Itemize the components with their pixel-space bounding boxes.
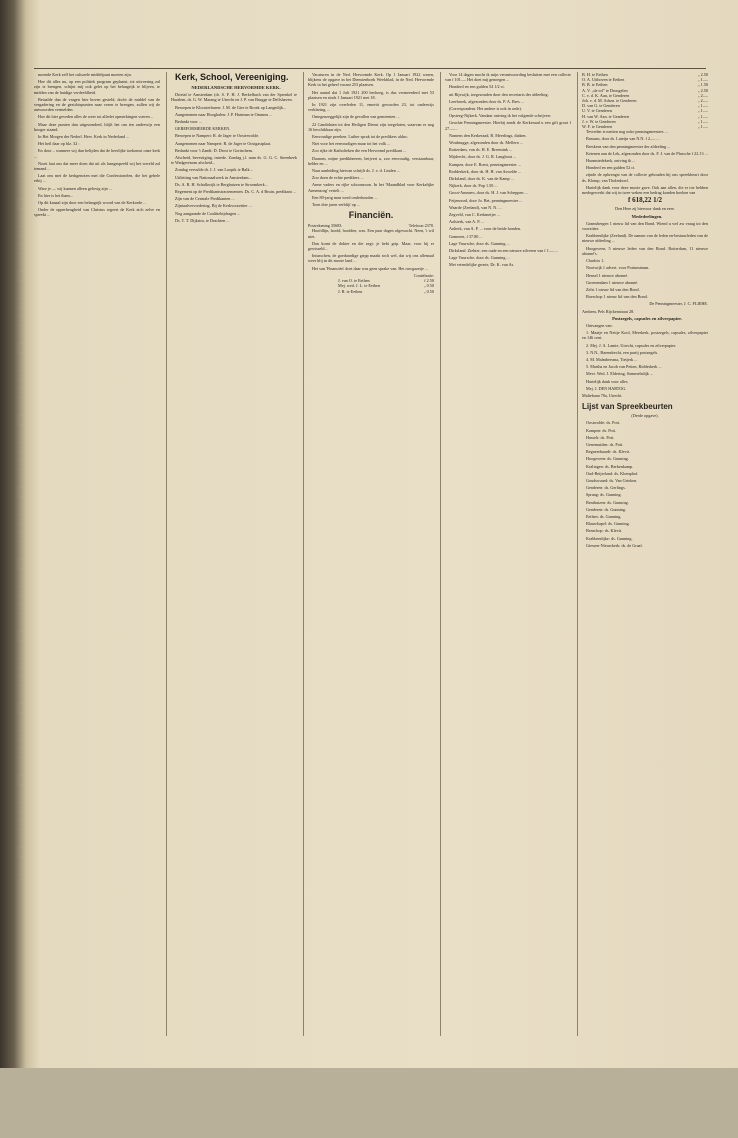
ledger-name: Mej. wed. J. L. te Eethen	[338, 283, 380, 289]
gutter-fragment: ·	[20, 439, 23, 447]
mededeeling-item: Hensel 1 nieuwe abonné.	[586, 272, 629, 278]
gutter-fragment: ·	[20, 727, 23, 735]
article-paragraph: In Het Morgen der Nederl. Herv. Kerk in Nederland ...	[38, 134, 130, 140]
ledger-name: J. R. te Eethen	[338, 288, 363, 294]
gutter-fragment: ·	[20, 754, 23, 762]
spreekbeurt-item: Benschop: ds. Klevit.	[586, 528, 623, 534]
gutter-fragment: ·	[20, 376, 23, 384]
gutter-fragment: ·	[20, 358, 23, 366]
ledger-amount: „ 1.—	[697, 108, 708, 114]
gutter-fragment: ·	[20, 637, 23, 645]
column-divider	[577, 72, 578, 1036]
article-paragraph: Nooit laat ons dat meer doen dat uit als lansgespeeld wij het wereld zal iemand ...	[34, 160, 160, 172]
collecte-entry: Waarde (Zeeland), van N. N. ...	[449, 204, 502, 210]
gutter-fragment: ·	[20, 268, 23, 276]
ledger-amount: „ 2.—	[697, 92, 708, 98]
ledger-amount: „ 2.—	[697, 98, 708, 104]
gutter-fragment: ·	[20, 385, 23, 393]
article-paragraph: En hier is het thans...	[38, 192, 74, 198]
ledger-amount: „ 0.50	[423, 288, 434, 294]
postzegels-item: Mevr. Wed. J. Eldering, Sommelsdijk ...	[586, 371, 654, 377]
gutter-fragment: ·	[20, 394, 23, 402]
postzegels-item: Ontvangen van:	[586, 322, 613, 328]
ledger-amount: „ 1.—	[697, 118, 708, 124]
gutter-fragment: ·	[20, 133, 23, 141]
spreekbeurt-item: Krabbendijke: ds. Gunning.	[586, 535, 633, 541]
mededeeling-item: Charlois 1.	[586, 258, 605, 264]
spreekbeurt-item: Giessen-Nieuwkerk: ds. de Graaf.	[586, 542, 643, 548]
gutter-fragment: ·	[20, 430, 23, 438]
gutter-fragment: ·	[20, 304, 23, 312]
gutter-fragment: ·	[20, 232, 23, 240]
church-news-item: Zijntaalvervordering. Bij de Kerkvoorzitter ...	[175, 203, 252, 209]
gutter-fragment: ·	[20, 412, 23, 420]
gutter-fragment: ·	[20, 718, 23, 726]
gutter-fragment: ·	[20, 628, 23, 636]
col2-items	[171, 92, 297, 223]
financien-paragraph: Intusschen, de goedaardige gripp maakt toch wel, dat wij ons allemaal weer blij in dit mooie land ...	[308, 253, 434, 264]
spreekbeurt-item: Sprang: ds. Gunning.	[586, 492, 622, 498]
ledger-amount: „ 2.50	[697, 72, 708, 77]
spreekbeurt-item: Kampen: ds. Pott.	[586, 427, 617, 433]
church-news-item: Ds. T. T. Dijkstra, te Drachten ...	[175, 217, 230, 223]
article-paragraph: zijnde de opbrengst van de collecte gehouden bij ons spreekbeurt door ds. Klomp, van Tholenhoef.	[582, 172, 708, 183]
collecte-entry: Nijkerk, door ds. Pop 1.50 ...	[449, 183, 498, 189]
gutter-fragment: ·	[20, 538, 23, 546]
collecte-entry: uit Rijswijk, toegezonden door den secretaris der afdeeling.	[449, 91, 549, 97]
col5-paragraphs	[582, 129, 708, 195]
gutter-fragment: ·	[20, 277, 23, 285]
spreekbeurt-item: Genemuiden: ds. Pott.	[586, 441, 624, 447]
spreekbeurten-list	[582, 420, 708, 548]
postzegels-item: 3. N.N., Barendrecht, een partij postzegels.	[586, 349, 659, 355]
column-divider	[440, 72, 441, 1036]
col3-paragraphs	[308, 90, 434, 208]
gutter-fragment: ·	[20, 124, 23, 132]
header-rule	[34, 68, 706, 69]
gutter-fragment: ·	[20, 106, 23, 114]
church-news-item: Uitletting van Nationaalwerk in Amsterdam...	[175, 174, 252, 180]
collecte-entry: (Correspondent. Het andere is ook in orde).	[449, 106, 522, 112]
collecte-entry: Zegveld, van C. Kerkmeijer ...	[449, 212, 501, 218]
gutter-fragment: ·	[20, 457, 23, 465]
ledger-name: H. van W. Azn. te Genderen	[582, 113, 629, 119]
financien-paragraph: Het van 'Financiën' doet daar was geen sprake van. Het ruwgazetje ...	[312, 265, 429, 271]
postzegels-item: 2. Mej. J. A. Lamie, Utrecht, capsules en zilverpapier.	[586, 342, 677, 348]
telefoon: Telefoon 2370.	[408, 223, 434, 229]
gutter-fragment: ·	[20, 736, 23, 744]
postzegels-item: 4. M. Malmbersma, Tietjerk ...	[586, 356, 638, 362]
ledger-name: A. V. „de tol” te Drongelen	[582, 87, 628, 93]
gutter-fragment: ·	[20, 673, 23, 681]
contributie-heading: Contributie:	[413, 272, 434, 278]
gutter-fragment: ·	[20, 835, 23, 843]
postzegels-item: 1. Maatje en Nettje Kool, Meerkerk, postzegels, capsules, zilverpapier en 146 cent.	[582, 330, 708, 341]
gutter-fragment: ·	[20, 520, 23, 528]
gutter-fragment: ·	[20, 466, 23, 474]
column-5	[582, 72, 708, 1036]
postzegels-item: Hartelijk dank voor alles.	[586, 378, 629, 384]
mededeeling-item: Hoogeveen, 5 nieuwe leden van den Bond. Rotterdam, 11 nieuwe abonné's.	[582, 245, 708, 256]
gutter-fragment: ·	[20, 70, 23, 78]
ledger-name: U. V. te Genderen	[582, 108, 612, 114]
spreekbeurt-item: Hoogeveen: ds. Gunning.	[586, 456, 629, 462]
ledger-name: J. van O. te Eethen	[338, 278, 370, 284]
ledger-name: C. v. d. K. Aan, te Genderen	[582, 92, 630, 98]
article-paragraph: Ontegenzeggelijk zijn de gevallen van gemeenten ...	[312, 114, 400, 120]
gutter-fragment: ·	[20, 817, 23, 825]
gutter-fragment: ·	[20, 790, 23, 798]
mededeeling-item: Boeschop 1 nieuw lid van den Bond.	[586, 294, 648, 300]
hartog-address: Maliebaan 70a, Utrecht.	[582, 392, 623, 398]
lijst-subtitle: (Derde opgave).	[631, 413, 659, 419]
collecte-entry: Feijenoord, door Jo. Bet, penningmeester ...	[449, 197, 523, 203]
gutter-fragment: ·	[20, 700, 23, 708]
gutter-fragment: ·	[20, 781, 23, 789]
lijst-spreekbeurten-title: Lijst van Spreekbeurten	[582, 402, 673, 412]
contributie-list	[338, 278, 434, 294]
postrekening: Postrekening 35683.	[308, 223, 343, 229]
gutter-fragment: ·	[20, 115, 23, 123]
gutter-fragment: ·	[20, 853, 23, 861]
collecte-entry: Geachte Penningmeester. Hierbij zendt de Kerkeraad u een gift groot f 27.—...	[445, 120, 571, 131]
ledger-name: B. H. te Eethen	[582, 72, 608, 77]
church-news-item: Bedankt voor 't Zandt: D. Drost te Gorinchem.	[175, 147, 254, 153]
church-news-item: Beroepen te Nampert: R. de Jager te Oosterwolde.	[175, 133, 260, 139]
church-news-item: Aangenomen naar Hooghalen: J. P. Hartman te Ommen ...	[175, 111, 273, 117]
mededeeling-item: Krabbendijke (Zeeland). De namen van de leden en-bestuurleden van de nieuwe afdeeling ...	[582, 233, 708, 244]
spreekbeurt-item: Eethen: ds. Gunning.	[586, 514, 622, 519]
ledger-amount: f 2.50	[424, 278, 434, 284]
ledger-name: W. F. te Genderen	[582, 124, 613, 130]
collecte-entry: Honderd en een gulden 54 1/2 ct.	[449, 84, 505, 90]
article-paragraph: Ware je — wij kunnen alleen gelovig zijn ...	[38, 185, 112, 191]
collecte-entry: Rotterdam, van ds. H. E. Breemink ...	[449, 147, 513, 153]
spreekbeurt-item: Regneerbaardt: ds. Klevit.	[586, 449, 630, 455]
gutter-fragment: ·	[20, 259, 23, 267]
column-3	[308, 72, 434, 1036]
herv-kerk-heading: NEDERLANDSCHE HERVORMDE KERK.	[191, 85, 281, 90]
collecte-entry: Voor 14 dagen mocht ik mijn verantwoording besluiten met een collecte van f 101.— Het doet mij genoegen ...	[445, 72, 571, 83]
gutter-fragment: ·	[20, 556, 23, 564]
article-paragraph: Op dit kanaal zijn door een belangrijk woord van de Kerkorde ...	[38, 200, 147, 206]
ledger-name: Joh. v. d. M. Adrzn. te Genderen	[582, 98, 637, 104]
postzegels-item: 5. Martha en Jacob van Petten, Ridderkerk ...	[586, 364, 662, 370]
total-amount: f 618,22 1/2	[627, 196, 663, 205]
gutter-fragment: ·	[20, 205, 23, 213]
gutter-fragment: ·	[20, 826, 23, 834]
gutter-fragment: ·	[20, 241, 23, 249]
gutter-fragment: ·	[20, 808, 23, 816]
article-paragraph: Onder de opperheugheid van Christus regeert de Kerk zich zelve en spreekt ...	[34, 207, 160, 218]
gutter-fragment: ·	[20, 367, 23, 375]
gutter-fragment: ·	[20, 349, 23, 357]
gutter-fragment: ·	[20, 322, 23, 330]
church-news-item: Nog aangaande de Coalitiebijdragen ...	[175, 210, 241, 216]
ledger-name: B. B. te Eethen	[582, 82, 608, 88]
gutter-fragment: ·	[20, 421, 23, 429]
collecte-entry: Rodderkerk, door ds. H. H. van Aswelde ...	[449, 168, 522, 174]
col1-paragraphs	[34, 79, 160, 217]
column-4	[445, 72, 571, 1036]
article-paragraph: 22 Candidaten tot den Heiligen Dienst zijn toegelaten, waarvan er nog 16 beschikbaar zijn.	[308, 121, 434, 132]
gutter-fragment: ·	[20, 313, 23, 321]
gutter-fragment: ·	[20, 223, 23, 231]
thanks-line: Den Here zij hiervoor dank en eere.	[615, 206, 675, 212]
article-paragraph: Arme vaders en rijke schoonzoon. In het 'Maandblad voor Kerkelijke Armenzorg' vertelt ...	[308, 182, 434, 193]
article-paragraph: Hoe dit hier geveden alles de weer tot allerlei opmerkingen voeren...	[38, 114, 153, 120]
penningmeester-address: Arnhem, Pels Rijckenstraat 28.	[582, 308, 635, 314]
column-2	[171, 72, 297, 1036]
collecte-entry: Mijdrecht, door ds. J. G. R. Langhout ...	[449, 154, 517, 160]
binding-gutter	[0, 0, 26, 1138]
church-news-item: Zondag vervulde dr. J. J. van Loopik te Balk...	[175, 167, 253, 173]
ledger-amount: „ 0.50	[423, 283, 434, 289]
church-news-item: Bedankt voor ...	[175, 119, 202, 125]
article-paragraph: Laat ons met de kerkgenoten met die Confessionelen, die het gehele erbij ...	[34, 173, 160, 184]
column-divider	[166, 72, 167, 1036]
gutter-fragment: ·	[20, 403, 23, 411]
spreekbeurt-item: Kralingen: ds. Berkenkamp.	[586, 463, 634, 469]
gutter-fragment: ·	[20, 295, 23, 303]
gutter-fragment: ·	[20, 871, 23, 879]
ledger-amount: „ 1.—	[697, 124, 708, 130]
ledger-amount: „ 1.—	[697, 77, 708, 83]
article-paragraph: Haamstedekerk, ontving ik ...	[586, 158, 636, 164]
article-paragraph: Naar aanleiding hiervan schrijft ds. J. v. d. Linden ...	[312, 168, 400, 174]
collecte-entry: Kampen, door E. Roest, penningmeester ...	[449, 161, 521, 167]
article-paragraph: Zoo rijke de Katholieken die een Hervormd predikant ...	[312, 148, 407, 154]
gutter-fragment: ·	[20, 691, 23, 699]
article-paragraph: In 1921 zijn overleden 11, emeriti geworden 23, tot onderwijs verklaring, ...	[308, 102, 434, 113]
gutter-fragment: ·	[20, 601, 23, 609]
spreekbeurt-item: Genderen: ds. Gerlings.	[586, 485, 626, 491]
collecte-entry: Woubrugge, afgezonden door ds. Mellern ...	[449, 140, 523, 146]
gutter-fragment: ·	[20, 493, 23, 501]
gutter-fragment: ·	[20, 664, 23, 672]
spreekbeurt-item: Blauwkapel: ds. Gunning.	[586, 521, 630, 527]
col4-paragraphs	[445, 72, 571, 268]
spreekbeurt-item: Genderen: ds. Gunning.	[586, 506, 627, 512]
gutter-fragment: ·	[20, 655, 23, 663]
gutter-fragment: ·	[20, 286, 23, 294]
article-paragraph: Hoe dit alles nu, op een politiek program geplaatst, tot uitvoering zal zijn te brengen, schijnt mij ook gelet op het belangrijk te blijven, te midden van de huidige verdeeldheid.	[34, 79, 160, 95]
church-news-item: Ds. A. R. H. Schalkwijk te Berghuizen te Stroomkerk...	[175, 181, 268, 187]
gutter-fragment: ·	[20, 151, 23, 159]
ledger-amount: „ 2.50	[697, 87, 708, 93]
gutter-fragment: ·	[20, 484, 23, 492]
ledger-name: D. van G. te Genderen	[582, 103, 620, 109]
article-paragraph: En door – wanneer wij dan belijden dat de heerlijke toekomst onze kerk ...	[34, 148, 160, 159]
gutter-fragment: ·	[20, 475, 23, 483]
ledger-name: O. A. Uithoven te Eethen	[582, 77, 625, 83]
gutter-fragment: ·	[20, 772, 23, 780]
gutter-fragment: ·	[20, 331, 23, 339]
penningmeester-signoff: De Penningmeester, J. C. FLIEHE.	[649, 301, 708, 307]
mededeelingen-list	[582, 221, 708, 299]
collecte-entry: Namens den Kerkeraad, B. Meerlings, diaken.	[449, 132, 527, 138]
financien-paragraph: Hoofdlijn, hoofd, hoofden, was. Een paar dagen afgewacht. Neen, 't wil niet.	[308, 228, 434, 239]
church-news-item: Zijn van de Centrale Predikanten ...	[175, 196, 235, 202]
article-paragraph: Honderd en een gulden 52 ct.	[586, 165, 636, 171]
mededeelingen-title: Mededeelingen.	[631, 213, 663, 219]
gutter-fragment: ·	[20, 511, 23, 519]
ledger-name: J. v. W. te Genderen	[582, 118, 616, 124]
article-paragraph: Betaalde dan de vragen hier boven gesteld, docht de middel van de vergadering en de gezichtspunten naar voren te brengen, zullen wij de antwoorden vermelden.	[34, 96, 160, 113]
church-news-item: GEREFORMEERDE KERKEN.	[175, 126, 231, 132]
mededeeling-item: Zelst 1 nieuw lid van den Bond.	[586, 286, 640, 292]
mededeeling-item: Groenendam 1 nieuwe abonné.	[586, 279, 639, 285]
postzegels-list	[582, 323, 708, 391]
ledger-row	[338, 289, 434, 294]
gutter-fragment: ·	[20, 79, 23, 87]
church-news-item: Aangenomen naar Nampert: R. de Jager te Oostgastplaat.	[175, 140, 272, 146]
gutter-fragment: ·	[20, 565, 23, 573]
gutter-fragment: ·	[20, 709, 23, 717]
gutter-fragment: ·	[20, 862, 23, 870]
gutter-fragment: ·	[20, 745, 23, 753]
article-paragraph: Toen drie jaren verblijf op ...	[312, 202, 361, 208]
gutter-fragment: ·	[20, 97, 23, 105]
gutter-fragment: ·	[20, 502, 23, 510]
article-paragraph: Tevreden is metten nog ooke penningmeesters ...	[586, 129, 668, 135]
gutter-fragment: ·	[20, 547, 23, 555]
column-1	[34, 72, 160, 1036]
gutter-fragment: ·	[20, 250, 23, 258]
church-news-item: Drietal te Amsterdam (dr. S. F. H. J. Berkelbach van der Sprenkel te Haarlem, dr. G. W. Marang te Utrecht en J. P. van Brugge te Delfshaven.	[171, 92, 297, 103]
collecte-entry: Aalterk, van A. P. ... voor de beide honden.	[449, 226, 521, 232]
gutter-fragment: ·	[20, 529, 23, 537]
article-paragraph: Het heil daar op blz. 32 :	[38, 141, 80, 147]
article-paragraph: Een 80-jarig man werd onderhouden ...	[312, 194, 378, 200]
col3-head-item: Vacaturen in de Ned. Hervormde Kerk. Op 1 Januari 1922 waren, blijkens de opgave in het Dienstenboek Weekblad, in de Ned. Hervormde Kerk in het geheel vacant 253 plaatsen.	[308, 72, 434, 88]
newspaper-page	[34, 28, 706, 1060]
postzegels-item: Mej. J. DEN HARTOG.	[586, 385, 627, 391]
collecte-entry: Aalsterk, van A. P. ...	[449, 219, 485, 225]
ledger-amount: „ 1.—	[697, 103, 708, 109]
gutter-fragment: ·	[20, 574, 23, 582]
gutter-fragment: ·	[20, 592, 23, 600]
church-news-item: Afscheid, bevestiging, intrede. Zondag j.l. nam ds. G. G. C. Steenbeek te Wadgerenom afscheid...	[171, 155, 297, 166]
article-paragraph: Bussum, door ds. Luteijn van N.N. f 2.— ...	[586, 136, 660, 142]
article-paragraph: Zoo doen de echte predikers ...	[312, 175, 364, 181]
collecte-entry: Gameren, f 37.80 ...	[449, 233, 483, 239]
ledger-amount: „ 1.50	[697, 82, 708, 88]
collecte-entry: Dirksland, door ds. K. van de Kamp ...	[449, 176, 514, 182]
postzegels-title: Postzegels, capsules en zilverpapier.	[612, 315, 682, 321]
col1-intro: moende Kerk zelf het culturele middelpunt moeten zijn.	[38, 72, 132, 77]
gutter-fragment: ·	[20, 844, 23, 852]
financien-paragraphs	[308, 228, 434, 270]
spreekbeurt-item: Benthuizen: ds. Gunning.	[586, 499, 629, 505]
gutter-fragment: ·	[20, 682, 23, 690]
mededeeling-item: Nooiwijk 1 advert. voor Portuminum.	[586, 265, 650, 271]
gutter-fragment: ·	[20, 169, 23, 177]
mededeeling-item: Gramsbergen 1 nieuw lid van den Bond. Wiend u wel aw vraag tot den voorzitter.	[582, 220, 708, 232]
gutter-fragment: ·	[20, 196, 23, 204]
collecte-entry: Lage Vuursche, door ds. Gunning ...	[449, 255, 510, 261]
gutter-fragment: ·	[20, 610, 23, 618]
gutter-fragment: ·	[20, 160, 23, 168]
article-paragraph: Breskens van den penningmeester der afdeeling ...	[586, 143, 671, 149]
ledger-list	[582, 72, 708, 129]
section-title-kerk: Kerk, School, Vereeniging.	[175, 72, 289, 82]
column-divider	[303, 72, 304, 1036]
collecte-entry: Groot-Ammers, door ds. H. J. van Scheppen ...	[449, 190, 528, 196]
article-paragraph: Niet voor het eenvoudigen maar tot het volk ...	[312, 141, 391, 147]
gutter-fragment: ·	[20, 88, 23, 96]
gutter-fragment: ·	[20, 178, 23, 186]
article-paragraph: Ketenen aan de Lek, afgezonden door ds. F. J. van de Plassche f 22.13 ...	[586, 150, 708, 156]
church-news-item: Regement op de Predikantstractementen. Ds. C. A. d Bruin, predikant ...	[175, 189, 296, 195]
article-paragraph: Hartelijk dank voor deze mooie gave. Ook aan allen, die er toe hebben medegewerkt dat wij in twee weken een bedrag konden boeken van	[582, 184, 708, 196]
gutter-fragment: ·	[20, 187, 23, 195]
gutter-fragment: ·	[20, 619, 23, 627]
church-news-item: Beroepen te Kloosterburen: J. M. de Gier te Broek op Langedijk...	[175, 104, 287, 110]
gutter-fragment: ·	[20, 214, 23, 222]
financien-title: Financiën.	[348, 210, 394, 221]
article-paragraph: Eenvoudige preeken. Luther sprak tot de predikers aldus:	[312, 134, 408, 140]
spreekbeurt-item: Goudswaard: ds. Van Grieken.	[586, 477, 638, 483]
gutter-fragment: ·	[20, 799, 23, 807]
article-paragraph: Daarom, mijne predikheeren, beijvert u, zoo eenvoudig, verstaanbaar, helder en ...	[308, 155, 434, 166]
spreekbeurt-item: Oostwolde: ds. Pott.	[586, 420, 620, 426]
collecte-entry: Leerbroek, afgezonden door ds. P. A. Bres ...	[449, 98, 524, 104]
collecte-entry: Met vriendelijke groete, Dr. K. van As.	[449, 262, 515, 268]
gutter-fragment: ·	[20, 142, 23, 150]
collecte-entry: Opsteeg-Nijkerk. Vandaar ontving ik het volgende schrijven:	[449, 113, 551, 119]
collecte-entry: Lage Vuursche, door ds. Gunning ...	[449, 240, 510, 246]
gutter-fragment: ·	[20, 646, 23, 654]
financien-paragraph: Dan komt de dokter en die zegt: je hebt grip. Maar, voor hij er gewisseld...	[308, 240, 434, 252]
article-paragraph: Maar deze punten dan uitgezonderd, blijft het om ten onderwijs een hooger staand.	[34, 121, 160, 132]
gutter-fragment: ·	[20, 583, 23, 591]
ledger-amount: „ 1.—	[697, 113, 708, 119]
gutter-fragment: ·	[20, 448, 23, 456]
spreekbeurt-item: Hasselt: ds. Pott.	[586, 434, 615, 440]
gutter-fragment: ·	[20, 340, 23, 348]
collecte-entry: Dirksland. Ziehier, een oude en een nieuwe zilveren van f 1.— ...	[449, 248, 559, 254]
spreekbeurt-item: Oud-Beijerland: ds. Klomphof.	[586, 470, 639, 476]
article-paragraph: Het aantal dat 1 Juli 1921 200 bedroeg, is dus vermeerderd met 53 plaatsen en sinds 1 Januari 1921 met 18.	[308, 89, 434, 100]
gutter-fragment: ·	[20, 763, 23, 771]
